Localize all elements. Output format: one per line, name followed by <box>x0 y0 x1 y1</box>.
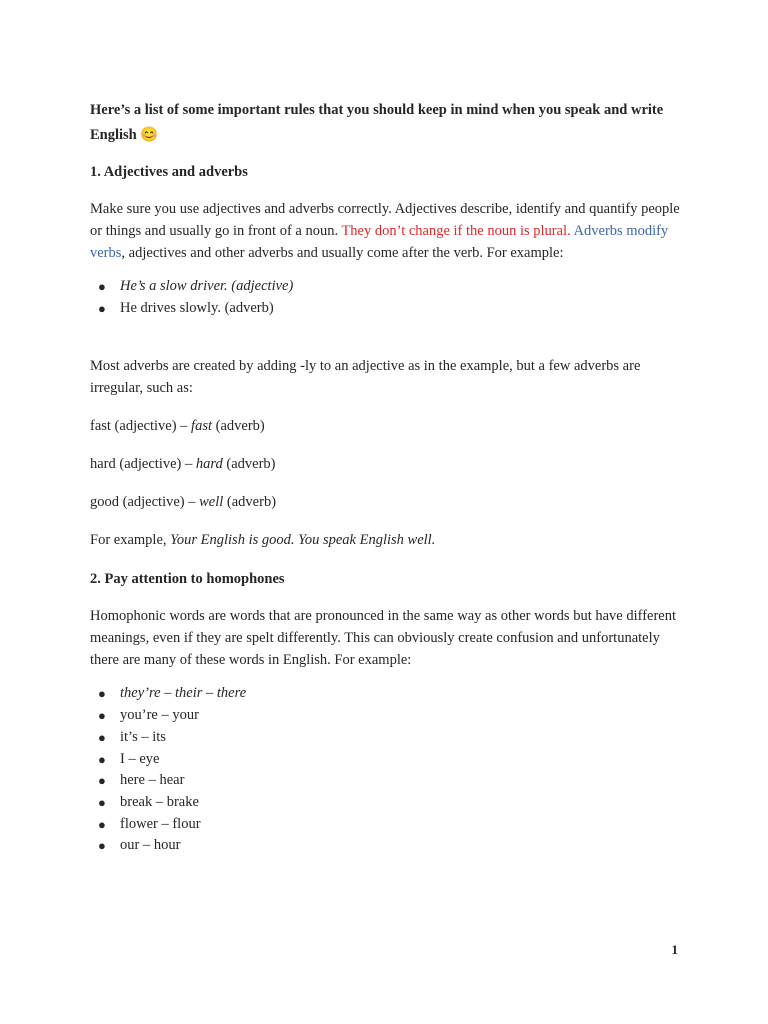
list-item <box>90 814 690 836</box>
list-item <box>90 727 690 749</box>
example-text: He’s a slow driver. (adjective) <box>120 278 294 294</box>
list-item <box>90 749 690 771</box>
irregular-hard <box>90 453 690 475</box>
document-body <box>90 98 690 857</box>
homophone-text: our – hour <box>120 837 181 854</box>
bullet-icon: ● <box>98 686 106 702</box>
bullet-icon: ● <box>98 794 106 810</box>
page-number: 1 <box>671 942 678 957</box>
irregular-adverb: well <box>199 494 224 511</box>
example-text: He drives slowly. (adverb) <box>120 299 274 316</box>
homophone-text: it’s – its <box>120 728 166 745</box>
irregular-good <box>90 491 690 513</box>
intro-text: Here’s a list of some important rules that you should keep in mind when you speak and write English 😊 <box>90 102 664 143</box>
irregular-adverb: fast <box>191 418 212 435</box>
section-1-heading: 1. Adjectives and adverbs <box>90 164 248 180</box>
adjective-adverb-example-list <box>90 276 690 319</box>
highlight-red-text: They don’t change if the noun is plural. <box>341 223 571 239</box>
bullet-icon: ● <box>98 279 106 294</box>
irregular-text: hard (adjective) – <box>90 456 196 473</box>
irregular-adverb: hard <box>195 456 223 473</box>
irregular-text: good (adjective) – <box>90 494 200 511</box>
example-italic: Your English is good. You speak English well. <box>170 532 436 549</box>
irregular-text: fast (adjective) – <box>90 418 192 435</box>
bullet-icon: ● <box>98 300 106 316</box>
homophone-text: you’re – your <box>120 707 199 724</box>
homophone-text: here – hear <box>120 772 185 789</box>
irregular-text: (adverb) <box>222 456 276 473</box>
homophone-text: flower – flour <box>120 815 201 832</box>
bullet-icon: ● <box>98 751 106 767</box>
homophone-text: I – eye <box>120 750 160 767</box>
list-item <box>90 792 690 814</box>
section-2-heading: 2. Pay attention to homophones <box>90 571 285 588</box>
highlight-blue-text: Adverbs modify verbs <box>90 223 669 261</box>
irregular-fast <box>90 415 690 437</box>
bullet-icon: ● <box>98 729 106 745</box>
list-item <box>90 705 690 727</box>
bullet-icon: ● <box>98 708 106 724</box>
list-item <box>90 298 690 320</box>
section-2-paragraph: Homophonic words are words that are pronounced in the same way as other words but have different meanings, even if they are spelt differently. This can obviously create confusion and unfortunately there are many of these words in English. For example: <box>90 608 677 669</box>
homophone-list <box>90 683 690 857</box>
section-1-paragraph <box>90 198 690 264</box>
homophone-text: they’re – their – there <box>120 685 247 702</box>
example-sentence <box>90 529 690 551</box>
paragraph-text: Make sure you use adjectives and adverbs correctly. Adjectives describe, identify and quantify people or things and usually go in front of a noun. <box>90 201 680 239</box>
list-item <box>90 770 690 792</box>
list-item <box>90 835 690 857</box>
list-item <box>90 276 690 298</box>
bullet-icon: ● <box>98 838 106 854</box>
irregular-intro: Most adverbs are created by adding -ly to an adjective as in the example, but a few adverbs are irregular, such as: <box>90 358 641 397</box>
bullet-icon: ● <box>98 773 106 789</box>
list-item <box>90 683 690 705</box>
irregular-text: (adverb) <box>212 418 265 435</box>
paragraph-text: , adjectives and other adverbs and usually come after the verb. For example: <box>121 245 564 261</box>
example-prefix: For example, <box>90 532 171 549</box>
homophone-text: break – brake <box>120 793 199 810</box>
bullet-icon: ● <box>98 816 106 832</box>
irregular-text: (adverb) <box>223 494 277 511</box>
